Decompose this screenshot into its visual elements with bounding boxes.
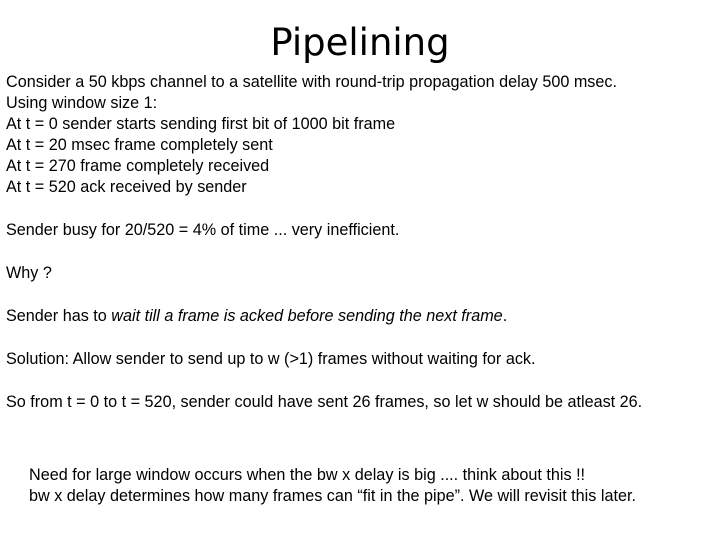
- solution-line: Solution: Allow sender to send up to w (>1) frames without waiting for ack.: [6, 350, 536, 368]
- intro-line-t520: At t = 520 ack received by sender: [6, 178, 247, 196]
- intro-line-t20: At t = 20 msec frame completely sent: [6, 136, 273, 154]
- note-block: [29, 464, 719, 506]
- intro-line-channel: Consider a 50 kbps channel to a satellite with round-trip propagation delay 500 msec.: [6, 73, 617, 91]
- wait-line-prefix: Sender has to: [6, 307, 112, 325]
- so-line: So from t = 0 to t = 520, sender could have sent 26 frames, so let w should be atleast 26.: [6, 393, 643, 411]
- slide-title: Pipelining: [270, 21, 450, 64]
- slide-body: [6, 72, 718, 413]
- why-line: Why ?: [6, 264, 52, 282]
- note-line-large-window: Need for large window occurs when the bw x delay is big .... think about this !!: [29, 466, 586, 484]
- wait-line-emphasis: wait till a frame is acked before sending the next frame: [111, 307, 503, 325]
- intro-line-window-size: Using window size 1:: [6, 94, 158, 112]
- note-line-bw-delay: bw x delay determines how many frames can “fit in the pipe”. We will revisit this later.: [29, 487, 636, 505]
- wait-line-suffix: .: [502, 307, 508, 325]
- intro-line-t0: At t = 0 sender starts sending first bit of 1000 bit frame: [6, 115, 396, 133]
- intro-line-t270: At t = 270 frame completely received: [6, 157, 270, 175]
- wait-line: [6, 306, 718, 327]
- busy-line: Sender busy for 20/520 = 4% of time ... very inefficient.: [6, 221, 400, 239]
